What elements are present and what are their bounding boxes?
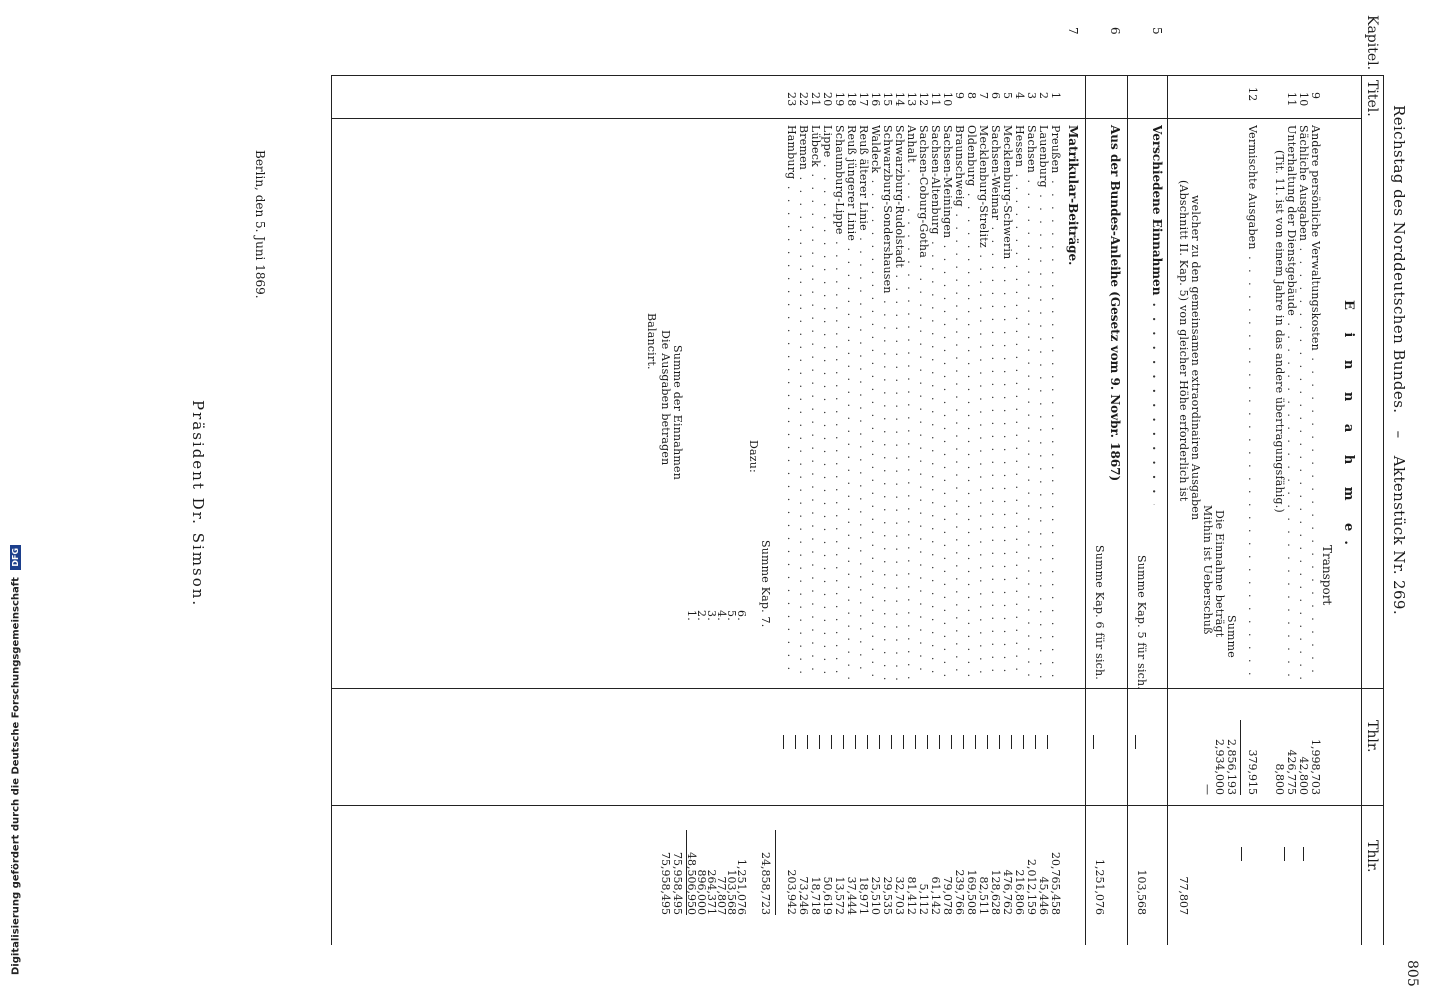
state-name: Lauenburg . . — [1037, 125, 1050, 680]
document-title: Reichstag des Norddeutschen Bundes. – Aktenstück Nr. 269. — [1390, 105, 1408, 616]
ueberschuss-text-2: welcher zu den gemeinsamen extraordinairen Ausgaben — [1189, 195, 1202, 521]
state-number: 10 — [941, 92, 954, 107]
col-header-titel: Titel. — [1364, 80, 1380, 117]
state-value: 128,628 — [989, 869, 1002, 915]
kapitel-5-value: 103,568 — [1135, 869, 1148, 915]
dazu-kap: 1. — [685, 610, 698, 621]
footer-president: Präsident Dr. Simson. — [189, 400, 207, 608]
col-sep-kapitel — [332, 75, 1384, 76]
kapitel-6-value: 1,251,076 — [1093, 859, 1106, 915]
dazu-kap: 3. — [705, 610, 718, 621]
dazu-value: 1,251,076 — [735, 859, 748, 915]
state-name: Lübeck . . — [809, 125, 822, 680]
state-value: 82,511 — [977, 876, 990, 915]
dazu-value: 48,506,950 — [685, 852, 698, 915]
dash-9-11 — [1295, 847, 1314, 861]
state-number: 7 — [977, 92, 990, 100]
col-header-kapitel: Kapitel. — [1364, 15, 1380, 71]
ueberschuss-value: 77,807 — [1177, 876, 1190, 915]
state-number: 19 — [833, 92, 846, 107]
section-heading: E i n n a h m e. — [1341, 300, 1356, 554]
state-number: 16 — [869, 92, 882, 107]
kapitel-7-number: 7 — [1066, 27, 1080, 35]
col-header-thlr-1: Thlr. — [1364, 720, 1380, 753]
kapitel-5-label: Verschiedene Einnahmen . . — [1150, 125, 1164, 505]
row-label-11: Unterhaltung der Dienstgebäude . . — [1285, 125, 1298, 680]
dash-12 — [1233, 847, 1252, 861]
col-sep-titel — [332, 118, 1362, 119]
state-value: 37,444 — [845, 876, 858, 915]
state-number: 11 — [929, 92, 942, 107]
value-11-extra: 8,800 — [1273, 763, 1286, 795]
kapitel-7-summe-label: Summe Kap. 7. — [759, 540, 772, 628]
state-dash — [775, 735, 794, 749]
titel-10: 10 — [1297, 92, 1310, 107]
dazu-value: 264,371 — [705, 869, 718, 915]
state-number: 22 — [797, 92, 810, 107]
ausgaben-label: Die Ausgaben betragen — [659, 330, 672, 466]
state-name: Bremen . . — [797, 125, 810, 680]
titel-9: 9 — [1309, 92, 1322, 100]
dazu-value: 77,807 — [715, 876, 728, 915]
state-value: 25,510 — [869, 876, 882, 915]
col-header-thlr-2: Thlr. — [1364, 840, 1380, 873]
state-name: Hessen . . — [1013, 125, 1026, 680]
row-label-10: Sächliche Ausgaben . . — [1297, 125, 1310, 680]
rule-kap-5 — [1167, 75, 1168, 945]
value-10: 42,800 — [1297, 756, 1310, 795]
state-value: 29,535 — [881, 876, 894, 915]
summe-value: 2,856,193 — [1225, 739, 1238, 795]
state-number: 3 — [1025, 92, 1038, 100]
state-number: 21 — [809, 92, 822, 107]
state-number: 4 — [1013, 92, 1026, 100]
rule-kap-6 — [1127, 75, 1128, 945]
titel-11: 11 — [1285, 92, 1298, 107]
state-number: 1 — [1049, 92, 1062, 100]
state-name: Mecklenburg-Strelitz . . — [977, 125, 990, 680]
ueberschuss-text-1: Mithin ist Ueberschuß — [1201, 505, 1214, 635]
state-value: 79,078 — [941, 876, 954, 915]
state-name: Mecklenburg-Schwerin . . — [1001, 125, 1014, 680]
state-value: 20,765,458 — [1049, 852, 1062, 915]
col-sep-thlr — [332, 805, 1384, 806]
dash-kap-5 — [1127, 735, 1146, 749]
state-name: Sachsen-Altenburg . . — [929, 125, 942, 680]
dazu-label: Dazu: — [747, 440, 760, 473]
value-12: 379,915 — [1246, 749, 1259, 795]
page-number: 805 — [1404, 960, 1420, 987]
state-value: 18,971 — [857, 876, 870, 915]
kapitel-7-label: Matrikular-Beiträge. — [1066, 125, 1080, 266]
dfg-logo: DFG — [10, 545, 21, 570]
state-name: Reuß jüngerer Linie . . — [845, 125, 858, 680]
titel-12: 12 — [1246, 87, 1259, 102]
rule-kap-7 — [1085, 75, 1086, 945]
state-name: Lippe . . — [821, 125, 834, 680]
dazu-kap: 5. — [725, 610, 738, 621]
state-name: Sachsen-Coburg-Gotha . . — [917, 125, 930, 680]
rule-top — [1383, 75, 1384, 945]
state-value: 239,766 — [953, 869, 966, 915]
kapitel-6-summe-label: Summe Kap. 6 für sich. — [1093, 545, 1106, 681]
state-number: 20 — [821, 92, 834, 107]
state-name: Anhalt . . — [905, 125, 918, 680]
summe-einnahmen-value: 75,958,495 — [671, 852, 684, 915]
einnahme-betraegt-label: Die Einnahme beträgt — [1213, 510, 1226, 638]
state-number: 2 — [1037, 92, 1050, 100]
row-11-note: (Tit. 11. ist von einem Jahre in das andere übertragungsfähig.) — [1273, 150, 1286, 513]
state-number: 14 — [893, 92, 906, 107]
state-value: 476,762 — [1001, 869, 1014, 915]
dash-kap-6 — [1085, 735, 1104, 749]
dash-11b — [1276, 847, 1295, 861]
state-number: 18 — [845, 92, 858, 107]
state-name: Sachsen . . — [1025, 125, 1038, 680]
digitisation-note-text: Digitalisierung gefördert durch die Deutsche Forschungsgemeinschaft — [10, 577, 22, 975]
digitisation-note — [10, 545, 22, 975]
value-9: 1,998,703 — [1309, 739, 1322, 795]
state-value: 18,718 — [809, 876, 822, 915]
einnahme-betraegt-value: 2,934,000 — [1213, 739, 1226, 795]
summe-einnahmen-label: Summe der Einnahmen — [671, 345, 684, 480]
state-value: 13,572 — [833, 876, 846, 915]
rule-kap-7-summe — [775, 830, 776, 915]
state-value: 50,619 — [821, 876, 834, 915]
state-name: Sachsen-Weimar . . — [989, 125, 1002, 680]
rule-summe — [1240, 720, 1241, 795]
state-number: 9 — [953, 92, 966, 100]
kapitel-5-number: 5 — [1150, 27, 1164, 35]
dazu-value: 896,000 — [695, 869, 708, 915]
kapitel-7-summe-value: 24,858,723 — [759, 852, 772, 915]
kapitel-5-summe-label: Summe Kap. 5 für sich. — [1135, 555, 1148, 691]
state-number: 23 — [785, 92, 798, 107]
state-number: 13 — [905, 92, 918, 107]
ueberschuss-text-3: (Abschnitt II. Kap. 5) von gleicher Höhe erforderlich ist — [1177, 180, 1190, 502]
state-value: 216,806 — [1013, 869, 1026, 915]
dazu-value: 103,568 — [725, 869, 738, 915]
state-value: 203,942 — [785, 869, 798, 915]
ueberschuss-dash: — — [1201, 784, 1214, 795]
state-value: 2,012,159 — [1025, 859, 1038, 915]
state-name: Sachsen-Meiningen . . — [941, 125, 954, 680]
col-sep-desc — [332, 688, 1384, 689]
state-name: Schwarzburg-Sondershausen . . — [881, 125, 894, 680]
state-name: Schaumburg-Lippe . . — [833, 125, 846, 680]
balanciert-label: Balancirt. — [645, 313, 658, 370]
state-name: Oldenburg . . — [965, 125, 978, 680]
dazu-kap: 4. — [715, 610, 728, 621]
state-value: 73,246 — [797, 876, 810, 915]
kapitel-6-label: Aus der Bundes-Anleihe (Gesetz vom 9. Novbr. 1867) — [1108, 125, 1122, 482]
state-name: Braunschweig . . — [953, 125, 966, 680]
value-11: 426,775 — [1285, 749, 1298, 795]
state-value: 5,112 — [917, 883, 930, 915]
state-value: 45,446 — [1037, 876, 1050, 915]
state-name: Preußen . . — [1049, 125, 1062, 680]
state-number: 17 — [857, 92, 870, 107]
state-number: 8 — [965, 92, 978, 100]
state-name: Reuß älterer Linie . . — [857, 125, 870, 680]
dazu-kap: 2. — [695, 610, 708, 621]
kapitel-6-number: 6 — [1108, 27, 1122, 35]
state-number: 5 — [1001, 92, 1014, 100]
state-value: 81,412 — [905, 876, 918, 915]
row-label-12: Vermischte Ausgaben . . — [1246, 125, 1259, 680]
row-label-9: Andere persönliche Verwaltungskosten . . — [1309, 125, 1322, 680]
state-name: Waldeck . . — [869, 125, 882, 680]
rule-header — [1361, 75, 1362, 945]
footer-place-date: Berlin, den 5. Juni 1869. — [253, 150, 267, 299]
rule-bottom — [331, 75, 332, 945]
state-number: 6 — [989, 92, 1002, 100]
transport-label: Transport — [1320, 545, 1334, 606]
state-value: 32,703 — [893, 876, 906, 915]
ausgaben-value: 75,958,495 — [659, 852, 672, 915]
summe-label: Summe — [1225, 615, 1238, 658]
state-number: 12 — [917, 92, 930, 107]
state-number: 15 — [881, 92, 894, 107]
state-name: Schwarzburg-Rudolstadt . . — [893, 125, 906, 680]
state-name: Hamburg . . — [785, 125, 798, 680]
state-value: 169,508 — [965, 869, 978, 915]
dazu-kap: 6. — [735, 610, 748, 621]
state-value: 61,142 — [929, 876, 942, 915]
